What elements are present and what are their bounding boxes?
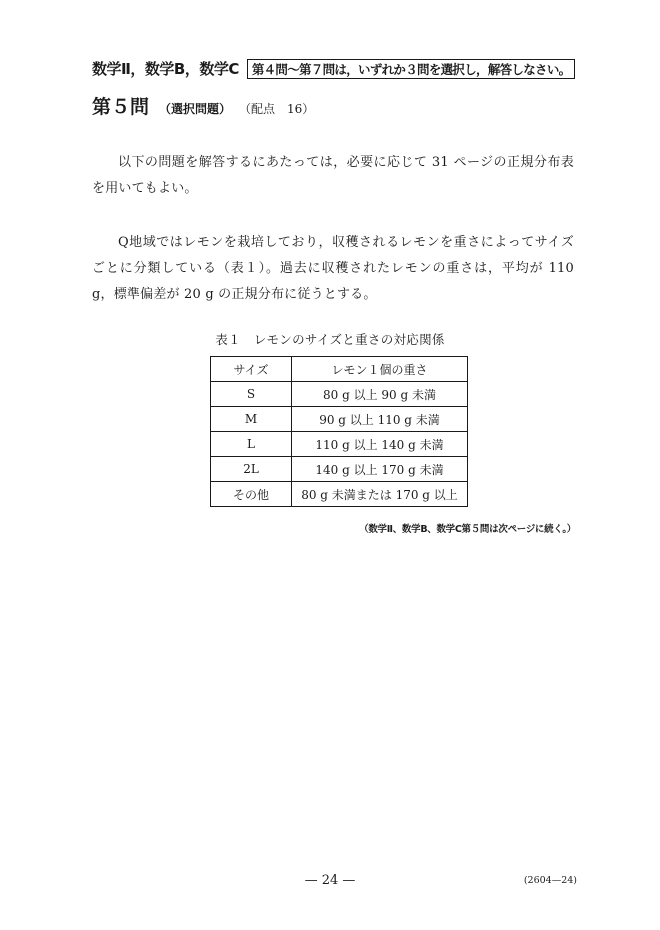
table-cell-weight: 80 g 以上 90 g 未満 [292, 382, 468, 407]
table-row [211, 407, 468, 432]
continued-note: （数学Ⅱ、数学B、数学C第５問は次ページに続く。） [359, 524, 576, 535]
question-heading [92, 92, 314, 119]
table-row [211, 432, 468, 457]
table-cell-size: M [211, 407, 292, 432]
table-header-weight: レモン１個の重さ [292, 357, 468, 382]
table-header-row [211, 357, 468, 382]
table-cell-weight: 110 g 以上 140 g 未満 [292, 432, 468, 457]
page-number: — 24 — [304, 873, 356, 888]
table-row [211, 457, 468, 482]
table-cell-size: その他 [211, 482, 292, 507]
question-points: （配点 16） [239, 102, 315, 116]
table-header-size: サイズ [211, 357, 292, 382]
table-cell-size: 2L [211, 457, 292, 482]
paragraph-normal-table-note: 以下の問題を解答するにあたっては，必要に応じて 31 ページの正規分布表を用いてもよい。 [92, 155, 574, 196]
question-type: （選択問題） [159, 102, 232, 116]
question-number: 第５問 [92, 96, 150, 118]
table-row [211, 482, 468, 507]
table-caption: 表１ レモンのサイズと重さの対応関係 [215, 332, 445, 347]
paragraph-problem-setup: Q地域ではレモンを栽培しており，収穫されるレモンを重さによってサイズごとに分類している（表１）。過去に収穫されたレモンの重さは，平均が 110 g，標準偏差が 20 g の正規分布に従うとする。 [92, 235, 574, 302]
table-row [211, 382, 468, 407]
table-cell-size: S [211, 382, 292, 407]
selection-instruction-box: 第４問～第７問は，いずれか３問を選択し，解答しなさい。 [247, 59, 576, 79]
table-cell-weight: 140 g 以上 170 g 未満 [292, 457, 468, 482]
table-cell-weight: 90 g 以上 110 g 未満 [292, 407, 468, 432]
lemon-size-table [210, 356, 468, 507]
subject-label: 数学Ⅱ，数学B，数学C [92, 60, 239, 78]
page-header [92, 58, 575, 79]
table-cell-size: L [211, 432, 292, 457]
table-cell-weight: 80 g 未満または 170 g 以上 [292, 482, 468, 507]
form-code: (2604—24) [523, 875, 577, 886]
